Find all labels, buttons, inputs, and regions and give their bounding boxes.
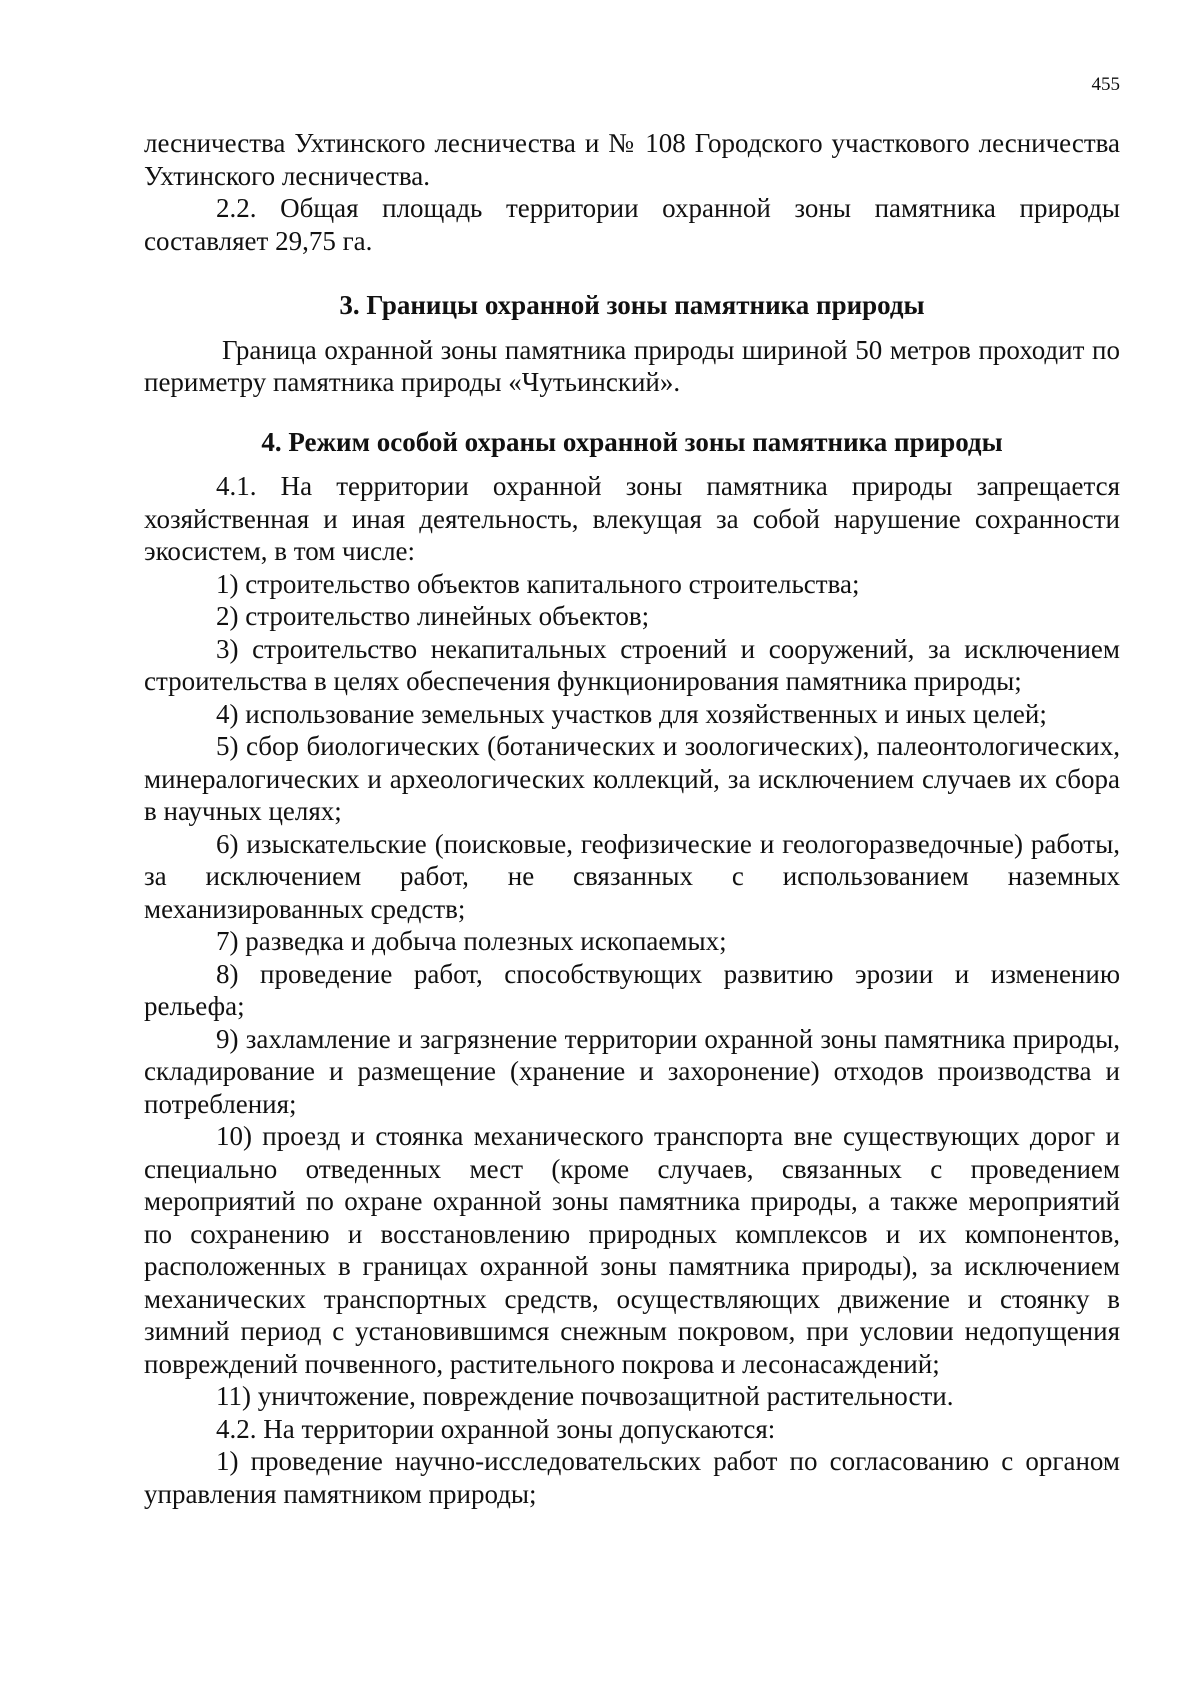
- list-item: 1) проведение научно-исследовательских работ по согласованию с органом управления памятником природы;: [144, 1446, 1120, 1509]
- paragraph: Граница охранной зоны памятника природы шириной 50 метров проходит по периметру памятника природы «Чутьинский».: [144, 334, 1120, 397]
- list-item: 1) строительство объектов капитального строительства;: [216, 568, 860, 599]
- list-item: 10) проезд и стоянка механического транспорта вне существующих дорог и специально отведенных мест (кроме случаев, связанных с проведением мероприятий по охране охранной зоны памятника природы, а также мероприятий по сохранению и восстановлению природных комплексов и их компонентов, расположенных в границах охранной зоны памятника природы), за исключением механических транспортных средств, осуществляющих движение и стоянку в зимний период с установившимся снежным покровом, при условии недопущения повреждений почвенного, растительного покрова и лесонасаждений;: [144, 1121, 1120, 1379]
- page-number: 455: [1091, 74, 1120, 95]
- list-item: 7) разведка и добыча полезных ископаемых;: [216, 926, 727, 956]
- section-heading-4: 4. Режим особой охраны охранной зоны памятника природы: [261, 426, 1003, 457]
- document-body: [144, 127, 1120, 1510]
- paragraph: 4.2. На территории охранной зоны допускаются:: [216, 1413, 776, 1444]
- paragraph: 2.2. Общая площадь территории охранной зоны памятника природы составляет 29,75 га.: [144, 193, 1120, 256]
- paragraph: лесничества Ухтинского лесничества и № 108 Городского участкового лесничества Ухтинского лесничества.: [144, 128, 1120, 191]
- list-item: 8) проведение работ, способствующих развитию эрозии и изменению рельефа;: [144, 958, 1120, 1021]
- section-heading-3: 3. Границы охранной зоны памятника природы: [339, 290, 925, 320]
- paragraph: 4.1. На территории охранной зоны памятника природы запрещается хозяйственная и иная деятельность, влекущая за собой нарушение сохранности экосистем, в том числе:: [144, 471, 1120, 566]
- list-item: 9) захламление и загрязнение территории охранной зоны памятника природы, складирование и размещение (хранение и захоронение) отходов производства и потребления;: [144, 1023, 1120, 1119]
- list-item: 11) уничтожение, повреждение почвозащитной растительности.: [216, 1381, 954, 1411]
- list-item: 4) использование земельных участков для хозяйственных и иных целей;: [216, 698, 1047, 729]
- list-item: 5) сбор биологических (ботанических и зоологических), палеонтологических, минералогических и археологических коллекций, за исключением случаев их сбора в научных целях;: [144, 731, 1120, 826]
- list-item: 2) строительство линейных объектов;: [216, 601, 650, 631]
- list-item: 3) строительство некапитальных строений и сооружений, за исключением строительства в целях обеспечения функционирования памятника природы;: [144, 633, 1120, 696]
- list-item: 6) изыскательские (поисковые, геофизические и геологоразведочные) работы, за исключением работ, не связанных с использованием наземных механизированных средств;: [144, 828, 1120, 924]
